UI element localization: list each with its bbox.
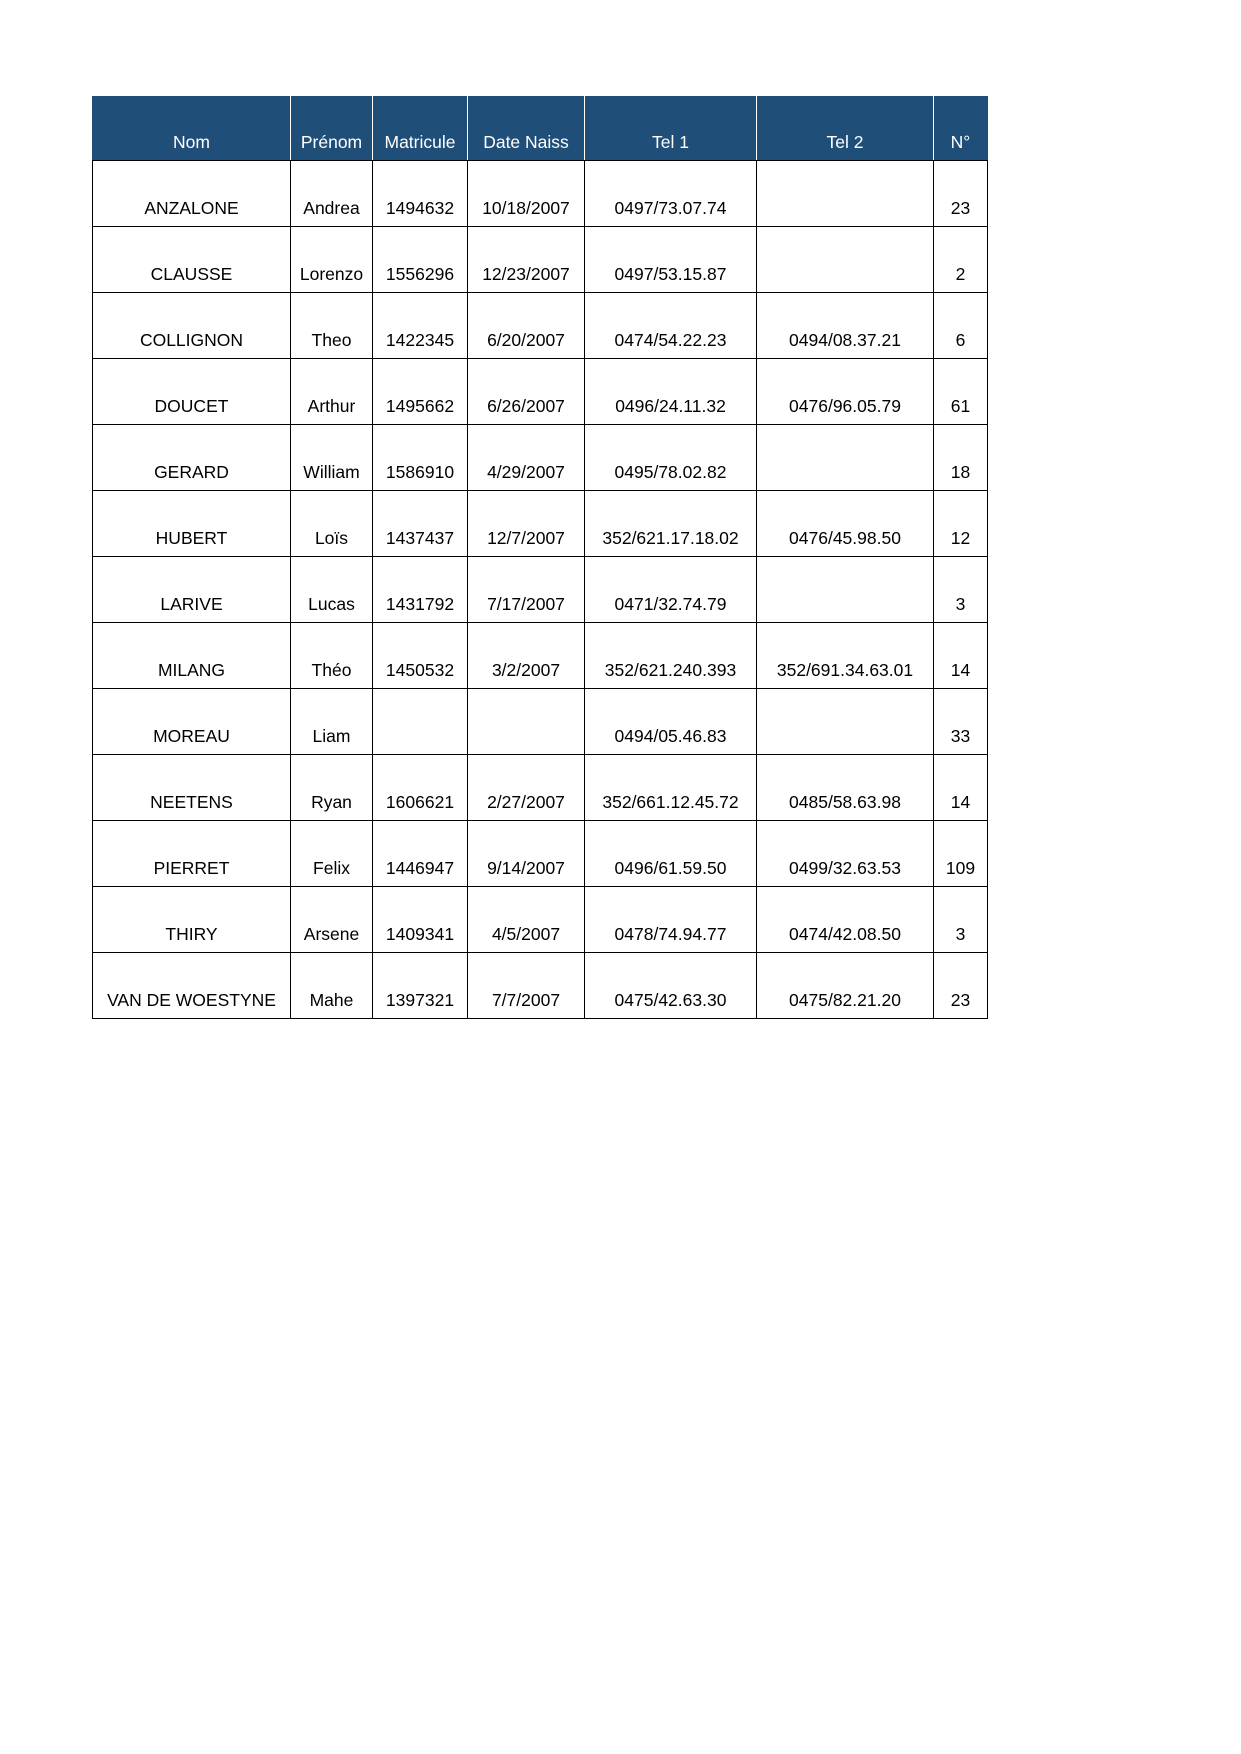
cell-date[interactable]: 7/7/2007 xyxy=(468,953,585,1019)
cell-nom[interactable]: THIRY xyxy=(93,887,291,953)
cell-prenom[interactable]: Andrea xyxy=(291,161,373,227)
cell-tel1[interactable]: 0471/32.74.79 xyxy=(585,557,757,623)
table-row[interactable] xyxy=(93,953,988,1019)
column-header-tel1[interactable]: Tel 1 xyxy=(585,97,757,161)
table-row[interactable] xyxy=(93,425,988,491)
column-header-date-naiss[interactable]: Date Naiss xyxy=(468,97,585,161)
cell-num[interactable]: 12 xyxy=(934,491,988,557)
cell-nom[interactable]: NEETENS xyxy=(93,755,291,821)
cell-tel1[interactable]: 352/621.17.18.02 xyxy=(585,491,757,557)
cell-nom[interactable]: PIERRET xyxy=(93,821,291,887)
column-header-matricule[interactable]: Matricule xyxy=(373,97,468,161)
cell-tel2[interactable] xyxy=(757,557,934,623)
table-row[interactable] xyxy=(93,359,988,425)
cell-date[interactable]: 6/20/2007 xyxy=(468,293,585,359)
cell-tel2[interactable] xyxy=(757,689,934,755)
cell-date[interactable]: 12/23/2007 xyxy=(468,227,585,293)
cell-tel2[interactable]: 0475/82.21.20 xyxy=(757,953,934,1019)
cell-nom[interactable]: MOREAU xyxy=(93,689,291,755)
cell-prenom[interactable]: William xyxy=(291,425,373,491)
table-row[interactable] xyxy=(93,821,988,887)
cell-date[interactable]: 4/5/2007 xyxy=(468,887,585,953)
cell-date[interactable] xyxy=(468,689,585,755)
cell-tel2[interactable] xyxy=(757,227,934,293)
cell-nom[interactable]: HUBERT xyxy=(93,491,291,557)
table-row[interactable] xyxy=(93,887,988,953)
cell-date[interactable]: 12/7/2007 xyxy=(468,491,585,557)
cell-prenom[interactable]: Mahe xyxy=(291,953,373,1019)
cell-tel2[interactable]: 0499/32.63.53 xyxy=(757,821,934,887)
cell-prenom[interactable]: Lucas xyxy=(291,557,373,623)
cell-num[interactable]: 23 xyxy=(934,161,988,227)
cell-num[interactable]: 3 xyxy=(934,887,988,953)
cell-matricule[interactable]: 1494632 xyxy=(373,161,468,227)
cell-tel2[interactable]: 0485/58.63.98 xyxy=(757,755,934,821)
cell-date[interactable]: 3/2/2007 xyxy=(468,623,585,689)
cell-matricule[interactable]: 1397321 xyxy=(373,953,468,1019)
cell-nom[interactable]: MILANG xyxy=(93,623,291,689)
cell-nom[interactable]: DOUCET xyxy=(93,359,291,425)
cell-tel2[interactable]: 0476/45.98.50 xyxy=(757,491,934,557)
cell-date[interactable]: 6/26/2007 xyxy=(468,359,585,425)
cell-num[interactable]: 109 xyxy=(934,821,988,887)
column-header-tel2[interactable]: Tel 2 xyxy=(757,97,934,161)
cell-tel2[interactable] xyxy=(757,425,934,491)
table-row[interactable] xyxy=(93,557,988,623)
table-row[interactable] xyxy=(93,227,988,293)
cell-tel1[interactable]: 352/621.240.393 xyxy=(585,623,757,689)
cell-prenom[interactable]: Liam xyxy=(291,689,373,755)
cell-num[interactable]: 6 xyxy=(934,293,988,359)
cell-nom[interactable]: COLLIGNON xyxy=(93,293,291,359)
column-header-numero[interactable]: N° xyxy=(934,97,988,161)
cell-tel2[interactable]: 0476/96.05.79 xyxy=(757,359,934,425)
column-header-prenom[interactable]: Prénom xyxy=(291,97,373,161)
cell-tel1[interactable]: 0497/53.15.87 xyxy=(585,227,757,293)
cell-num[interactable]: 23 xyxy=(934,953,988,1019)
cell-tel1[interactable]: 0475/42.63.30 xyxy=(585,953,757,1019)
cell-prenom[interactable]: Arsene xyxy=(291,887,373,953)
cell-num[interactable]: 18 xyxy=(934,425,988,491)
cell-matricule[interactable]: 1422345 xyxy=(373,293,468,359)
cell-tel2[interactable]: 0494/08.37.21 xyxy=(757,293,934,359)
contacts-table xyxy=(92,96,988,1019)
cell-prenom[interactable]: Loïs xyxy=(291,491,373,557)
cell-prenom[interactable]: Arthur xyxy=(291,359,373,425)
cell-matricule[interactable]: 1437437 xyxy=(373,491,468,557)
cell-matricule[interactable] xyxy=(373,689,468,755)
cell-num[interactable]: 33 xyxy=(934,689,988,755)
table-body xyxy=(93,161,988,1019)
cell-tel2[interactable] xyxy=(757,161,934,227)
cell-matricule[interactable]: 1556296 xyxy=(373,227,468,293)
cell-tel1[interactable]: 0496/24.11.32 xyxy=(585,359,757,425)
cell-tel1[interactable]: 352/661.12.45.72 xyxy=(585,755,757,821)
table-row[interactable] xyxy=(93,491,988,557)
cell-num[interactable]: 2 xyxy=(934,227,988,293)
cell-tel1[interactable]: 0497/73.07.74 xyxy=(585,161,757,227)
cell-tel1[interactable]: 0494/05.46.83 xyxy=(585,689,757,755)
table-header xyxy=(93,97,988,161)
cell-tel1[interactable]: 0495/78.02.82 xyxy=(585,425,757,491)
column-header-nom[interactable]: Nom xyxy=(93,97,291,161)
cell-matricule[interactable]: 1495662 xyxy=(373,359,468,425)
table-row[interactable] xyxy=(93,293,988,359)
cell-date[interactable]: 7/17/2007 xyxy=(468,557,585,623)
cell-tel1[interactable]: 0474/54.22.23 xyxy=(585,293,757,359)
cell-matricule[interactable]: 1586910 xyxy=(373,425,468,491)
cell-prenom[interactable]: Théo xyxy=(291,623,373,689)
cell-tel2[interactable]: 352/691.34.63.01 xyxy=(757,623,934,689)
cell-tel1[interactable]: 0496/61.59.50 xyxy=(585,821,757,887)
table-row[interactable] xyxy=(93,623,988,689)
cell-prenom[interactable]: Theo xyxy=(291,293,373,359)
cell-matricule[interactable]: 1606621 xyxy=(373,755,468,821)
cell-date[interactable]: 4/29/2007 xyxy=(468,425,585,491)
cell-prenom[interactable]: Felix xyxy=(291,821,373,887)
cell-matricule[interactable]: 1431792 xyxy=(373,557,468,623)
cell-matricule[interactable]: 1446947 xyxy=(373,821,468,887)
table-header-row xyxy=(93,97,988,161)
cell-prenom[interactable]: Ryan xyxy=(291,755,373,821)
cell-nom[interactable]: VAN DE WOESTYNE xyxy=(93,953,291,1019)
cell-nom[interactable]: CLAUSSE xyxy=(93,227,291,293)
cell-matricule[interactable]: 1450532 xyxy=(373,623,468,689)
cell-num[interactable]: 3 xyxy=(934,557,988,623)
cell-date[interactable]: 10/18/2007 xyxy=(468,161,585,227)
spreadsheet-sheet xyxy=(92,96,987,1019)
cell-num[interactable]: 14 xyxy=(934,623,988,689)
cell-date[interactable]: 9/14/2007 xyxy=(468,821,585,887)
cell-num[interactable]: 61 xyxy=(934,359,988,425)
cell-tel1[interactable]: 0478/74.94.77 xyxy=(585,887,757,953)
cell-nom[interactable]: GERARD xyxy=(93,425,291,491)
cell-prenom[interactable]: Lorenzo xyxy=(291,227,373,293)
cell-nom[interactable]: LARIVE xyxy=(93,557,291,623)
cell-matricule[interactable]: 1409341 xyxy=(373,887,468,953)
table-row[interactable] xyxy=(93,689,988,755)
cell-num[interactable]: 14 xyxy=(934,755,988,821)
table-row[interactable] xyxy=(93,161,988,227)
cell-tel2[interactable]: 0474/42.08.50 xyxy=(757,887,934,953)
cell-date[interactable]: 2/27/2007 xyxy=(468,755,585,821)
table-row[interactable] xyxy=(93,755,988,821)
cell-nom[interactable]: ANZALONE xyxy=(93,161,291,227)
